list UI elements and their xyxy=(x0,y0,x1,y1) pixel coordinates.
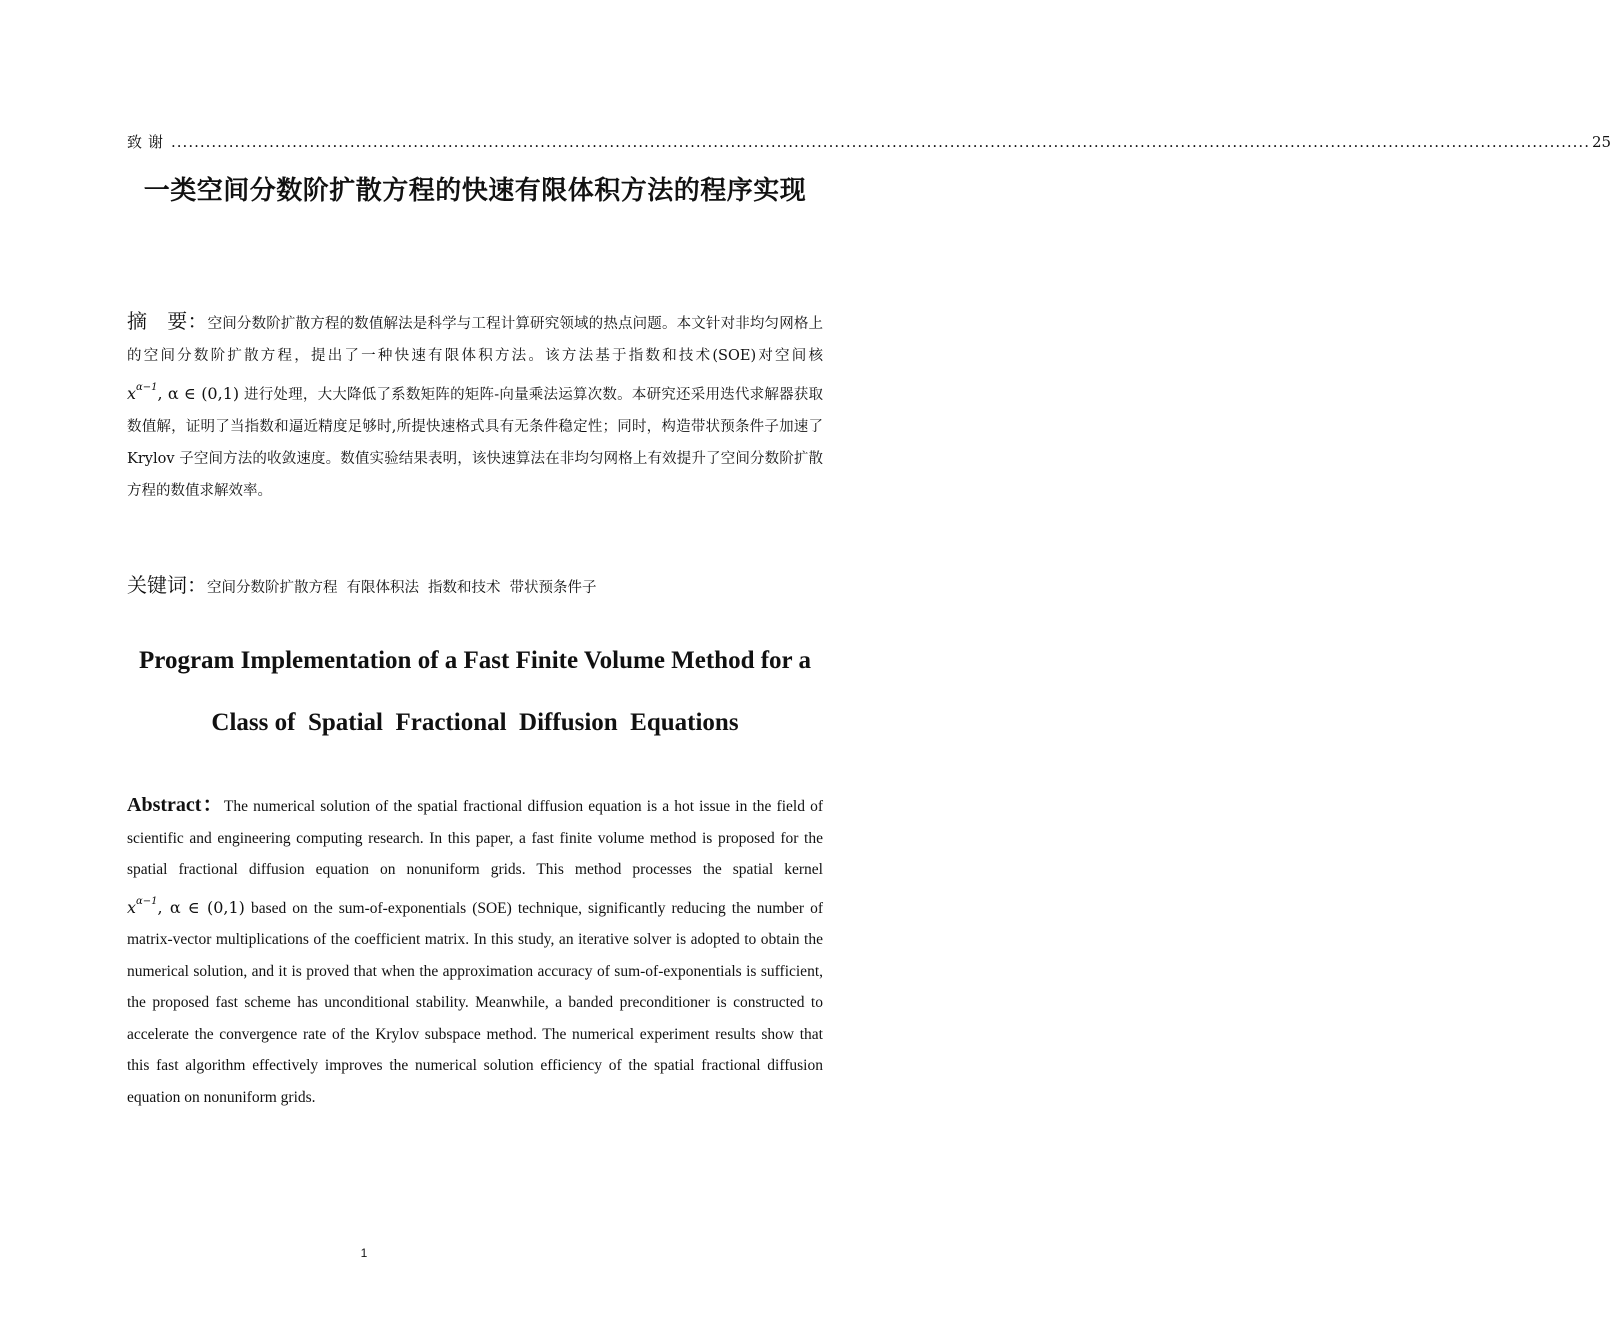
english-title-line-1: Program Implementation of a Fast Finite Volume Method for a xyxy=(139,647,811,674)
chinese-abstract xyxy=(127,305,823,507)
chinese-title: 一类空间分数阶扩散方程的快速有限体积方法的程序实现 xyxy=(143,176,807,206)
chinese-abstract-text-2: 进行处理，大大降低了系数矩阵的矩阵-向量乘法运算次数。本研究还采用迭代求解器获取数值解，证明了当指数和逼近精度足够时,所提快速格式具有无条件稳定性；同时，构造带状预条件子加速了 Krylov 子空间方法的收敛速度。数值实验结果表明，该快速算法在非均匀网格上有效提升了空间分数阶扩散方程的数值求解效率。 xyxy=(127,387,824,499)
kernel-formula: $x^{\alpha-1}$, α ∈ (0,1) xyxy=(127,382,240,403)
english-abstract-text-2: based on the sum-of-exponentials (SOE) technique, significantly reducing the number of matrix-vector multiplications of the coefficient matrix. In this study, an iterative solver is adopted to obtain the numerical solution, and it is proved that when the approximation accuracy of sum-of-exponentials is sufficient, the proposed fast scheme has unconditional stability. Meanwhile, a banded preconditioner is constructed to accelerate the convergence rate of the Krylov subspace method. The numerical experiment results show that this fast algorithm effectively improves the numerical solution efficiency of the spatial fractional diffusion equation on nonuniform grids. xyxy=(127,899,824,1106)
english-abstract-heading: Abstract： xyxy=(127,794,224,816)
keyword: 空间分数阶扩散方程 xyxy=(207,580,338,596)
chinese-abstract-text-1: 空间分数阶扩散方程的数值解法是科学与工程计算研究领域的热点问题。本文针对非均匀网格上的空间分数阶扩散方程，提出了一种快速有限体积方法。该方法基于指数和技术(SOE)对空间核 xyxy=(127,316,823,364)
keywords-heading: 关键词： xyxy=(127,573,207,597)
english-abstract-text-1: The numerical solution of the spatial fractional diffusion equation is a hot issue in the field of scientific and engineering computing research. In this paper, a fast finite volume method is proposed for the spatial fractional diffusion equation on nonuniform grids. This method processes the spatial kernel xyxy=(127,798,823,878)
toc-entry-acknowledgements[interactable] xyxy=(127,131,1611,151)
toc-label: 致谢 xyxy=(127,133,170,151)
toc-page-number: 25 xyxy=(1591,133,1611,151)
kernel-formula-en: $x^{\alpha-1}$, α ∈ (0,1) xyxy=(127,895,245,917)
toc-leader-dots: ...................................................................................................................................................................................................................................................... xyxy=(171,133,1590,151)
chinese-abstract-heading: 摘 要： xyxy=(127,309,208,333)
keyword: 带状预条件子 xyxy=(509,580,597,596)
english-title-line-2: Class of Spatial Fractional Diffusion Equations xyxy=(211,709,739,736)
keyword: 有限体积法 xyxy=(346,580,419,596)
keyword: 指数和技术 xyxy=(428,580,501,596)
english-title xyxy=(110,630,840,754)
english-abstract xyxy=(127,790,823,1113)
chinese-keywords xyxy=(127,570,823,603)
page-number: 1 xyxy=(360,1246,368,1260)
